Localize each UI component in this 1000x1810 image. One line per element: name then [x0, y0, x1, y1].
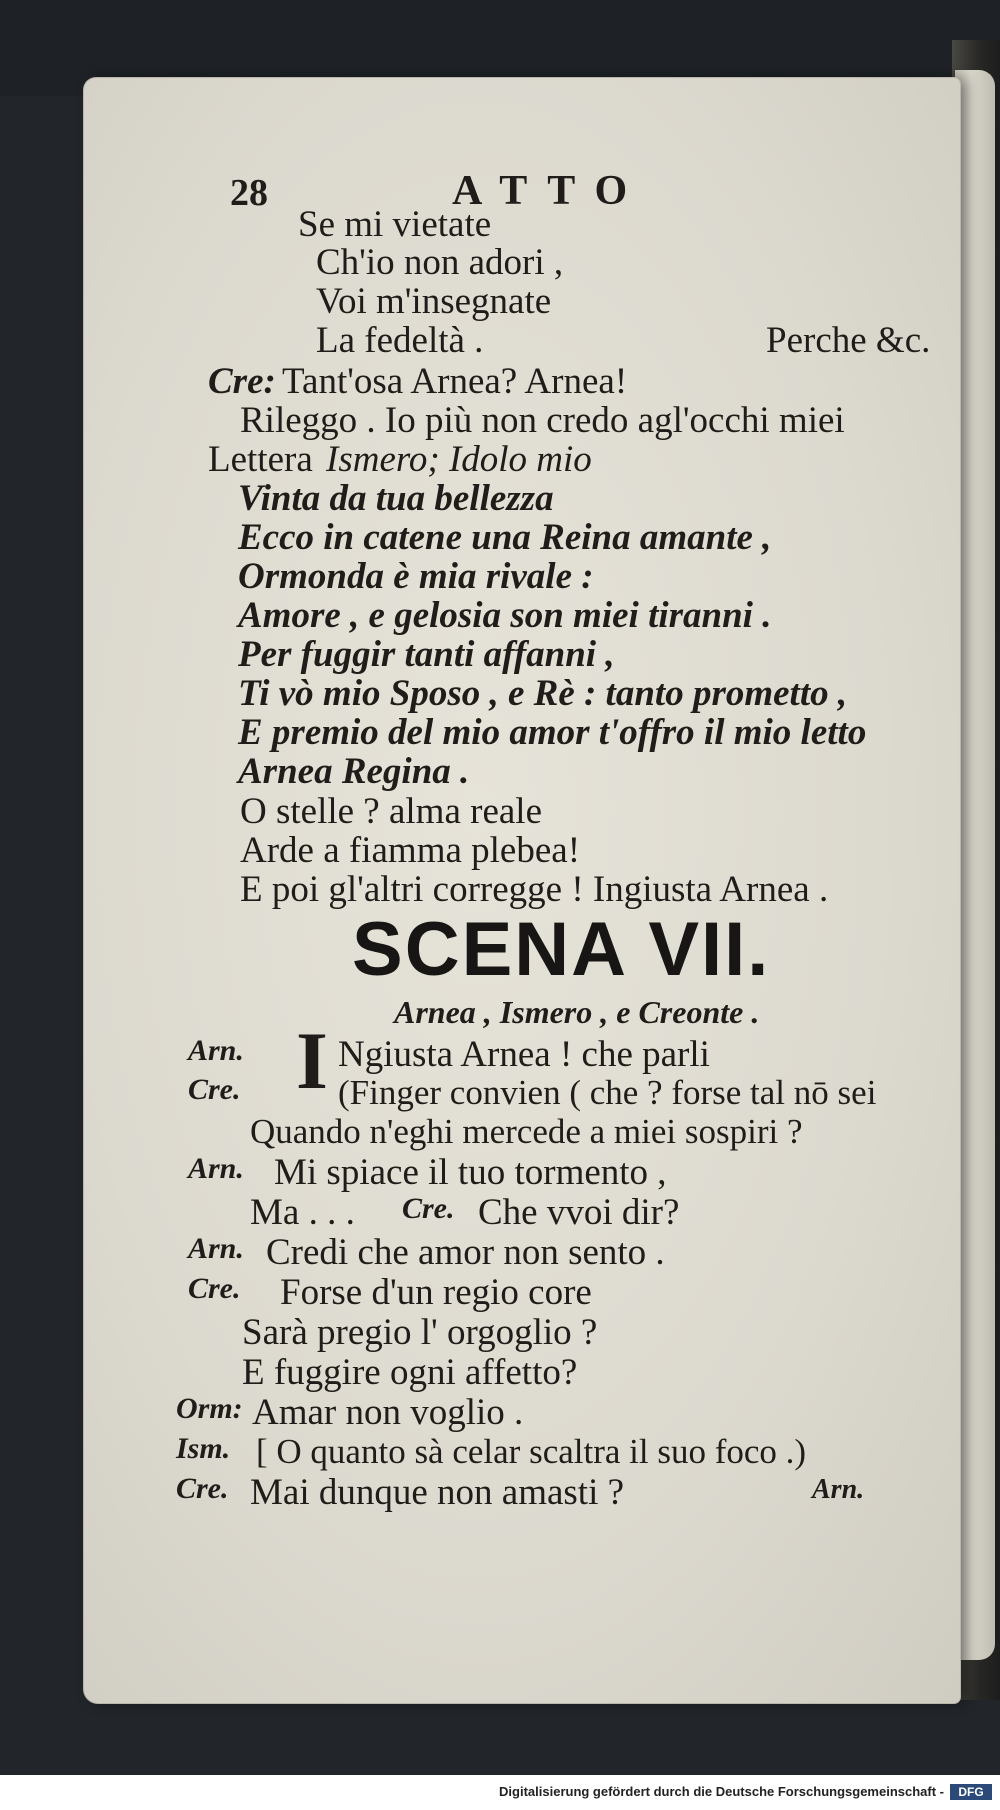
speaker-label: Arn.	[188, 1034, 244, 1067]
speaker-label: Cre.	[188, 1272, 241, 1305]
letter-line: Ormonda è mia rivale :	[238, 556, 594, 597]
letter-line: Ismero; Idolo mio	[326, 439, 592, 480]
book-page	[84, 78, 960, 1703]
speaker-label: Arn.	[188, 1232, 244, 1265]
verse-line: E poi gl'altri corregge ! Ingiusta Arnea .	[240, 869, 829, 910]
running-head: ATTO	[452, 168, 648, 214]
drop-cap: I	[296, 1015, 328, 1106]
verse-line: Ch'io non adori ,	[316, 242, 564, 283]
verse-line: O stelle ? alma reale	[240, 791, 542, 832]
facing-page-edge	[955, 70, 995, 1660]
dialogue-line: Amar non voglio .	[252, 1392, 524, 1433]
letter-line: Per fuggir tanti affanni ,	[238, 634, 615, 675]
verse-line: La fedeltà .	[316, 320, 484, 361]
letter-label: Lettera	[208, 439, 313, 480]
letter-line: Amore , e gelosia son miei tiranni .	[238, 595, 772, 636]
dialogue-line: E fuggire ogni affetto?	[242, 1352, 578, 1393]
dialogue-line: Forse d'un regio core	[280, 1272, 592, 1313]
speaker-label: Cre.	[402, 1192, 455, 1225]
letter-line: Ti vò mio Sposo , e Rè : tanto prometto ,	[238, 673, 848, 714]
dialogue-line: Tant'osa Arnea? Arnea!	[282, 361, 628, 402]
speaker-label: Cre.	[176, 1472, 229, 1505]
dialogue-line: Mi spiace il tuo tormento ,	[274, 1152, 667, 1193]
dialogue-line: Ma . . .	[250, 1192, 355, 1233]
footer-credit: Digitalisierung gefördert durch die Deutsche Forschungsgemeinschaft -	[499, 1784, 944, 1799]
dialogue-line: Rileggo . Io più non credo agl'occhi miei	[240, 400, 845, 441]
dialogue-line: Sarà pregio l' orgoglio ?	[242, 1312, 598, 1353]
speaker-label: Ism.	[176, 1432, 231, 1465]
speaker-label: Arn.	[188, 1152, 244, 1185]
speaker-label: Cre.	[188, 1073, 241, 1106]
page-number: 28	[230, 172, 268, 214]
dialogue-line: Quando n'eghi mercede a miei sospiri ?	[250, 1112, 803, 1151]
dialogue-line: Che vvoi dir?	[478, 1192, 680, 1233]
letter-line: E premio del mio amor t'offro il mio letto	[238, 712, 867, 753]
letter-line: Vinta da tua bellezza	[238, 478, 554, 519]
dialogue-line: (Finger convien ( che ? forse tal nō sei	[338, 1073, 877, 1112]
verse-line: Se mi vietate	[298, 204, 492, 245]
scene-characters: Arnea , Ismero , e Creonte .	[394, 994, 760, 1030]
dialogue-line: Ngiusta Arnea ! che parli	[338, 1034, 710, 1075]
speaker-label: Orm:	[176, 1392, 243, 1425]
dialogue-line: Credi che amor non sento .	[266, 1232, 665, 1273]
verse-line: Voi m'insegnate	[316, 281, 552, 322]
scene-title: SCENA VII.	[352, 907, 771, 992]
dialogue-line: Mai dunque non amasti ?	[250, 1472, 625, 1513]
verse-line: Arde a fiamma plebea!	[240, 830, 581, 871]
letter-line: Ecco in catene una Reina amante ,	[238, 517, 772, 558]
digitization-footer	[0, 1775, 1000, 1810]
catchword: Arn.	[812, 1474, 865, 1505]
letter-line: Arnea Regina .	[238, 751, 470, 792]
speaker-label: Cre:	[208, 361, 276, 402]
dialogue-line: [ O quanto sà celar scaltra il suo foco .)	[256, 1432, 807, 1471]
dfg-logo: DFG	[950, 1784, 992, 1800]
refrain-cue: Perche &c.	[766, 320, 931, 361]
